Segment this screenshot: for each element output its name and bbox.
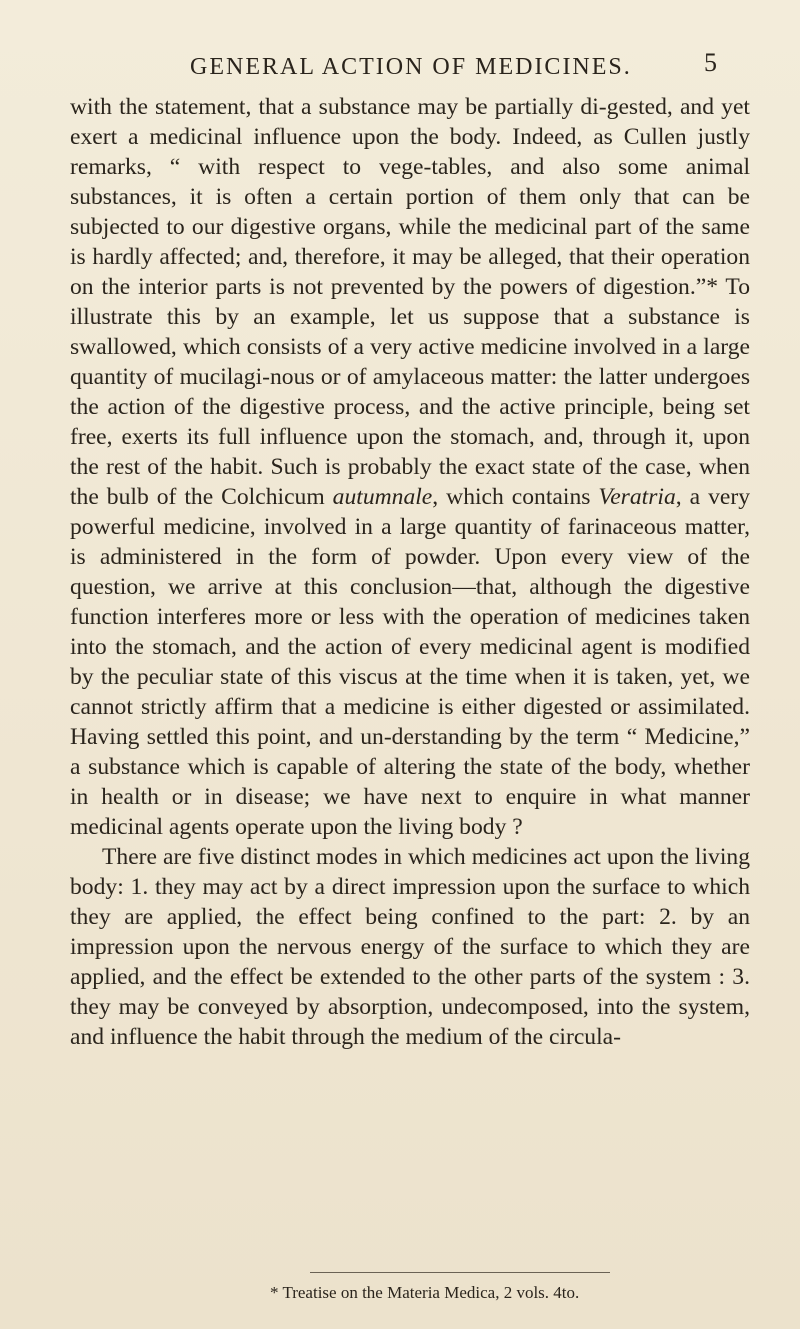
page-number: 5: [704, 48, 717, 77]
paragraph-1-text-c: , a very powerful medicine, involved in a large quantity of farinaceous matter, is administered in the form of powder. Upon every view of the question, we arrive at this conclusion—that, although the digestive function interferes more or less with the operation of medicines taken into the stomach, and the action of every medicinal agent is modified by the peculiar state of this viscus at the time when it is taken, yet, we cannot strictly affirm that a medicine is either digested or assimilated. Having settled this point, and un-derstanding by the term “ Medicine,” a substance which is capable of altering the state of the body, whether in health or in disease; we have next to enquire in what manner medicinal agents operate upon the living body ?: [70, 484, 750, 840]
alkaloid-name-italic: Veratria: [598, 484, 676, 510]
footnote-divider: [310, 1272, 610, 1273]
running-head: [0, 50, 800, 90]
paragraph-1: [70, 92, 750, 842]
species-name-italic: autumnale: [332, 484, 433, 510]
paragraph-1-text-a: with the statement, that a substance may be partially di-gested, and yet exert a medicinal influence upon the body. Indeed, as Cullen justly remarks, “ with respect to vege-tables, and also some animal substances, it is often a certain portion of them only that can be subjected to our digestive organs, while the medicinal part of the same is hardly affected; and, therefore, it may be alleged, that their operation on the interior parts is not prevented by the powers of digestion.”* To illustrate this by an example, let us suppose that a substance is swallowed, which consists of a very active medicine involved in a large quantity of mucilagi-nous or of amylaceous matter: the latter undergoes the action of the digestive process, and the active principle, being set free, exerts its full influence upon the stomach, and, through it, upon the rest of the habit. Such is probably the exact state of the case, when the bulb of the Colchicum: [70, 94, 750, 510]
paragraph-2: There are five distinct modes in which medicines act upon the living body: 1. they may act by a direct impression upon the surface to which they are applied, the effect being confined to the part: 2. by an impression upon the nervous energy of the surface to which they are applied, and the effect be extended to the other parts of the system : 3. they may be conveyed by absorption, undecomposed, into the system, and influence the habit through the medium of the circula-: [70, 844, 750, 1050]
paragraph-1-text-b: , which contains: [432, 484, 599, 510]
running-title: GENERAL ACTION OF MEDICINES.: [190, 54, 632, 80]
body-text: [70, 92, 750, 1052]
footnote: * Treatise on the Materia Medica, 2 vols. 4to.: [270, 1283, 580, 1302]
